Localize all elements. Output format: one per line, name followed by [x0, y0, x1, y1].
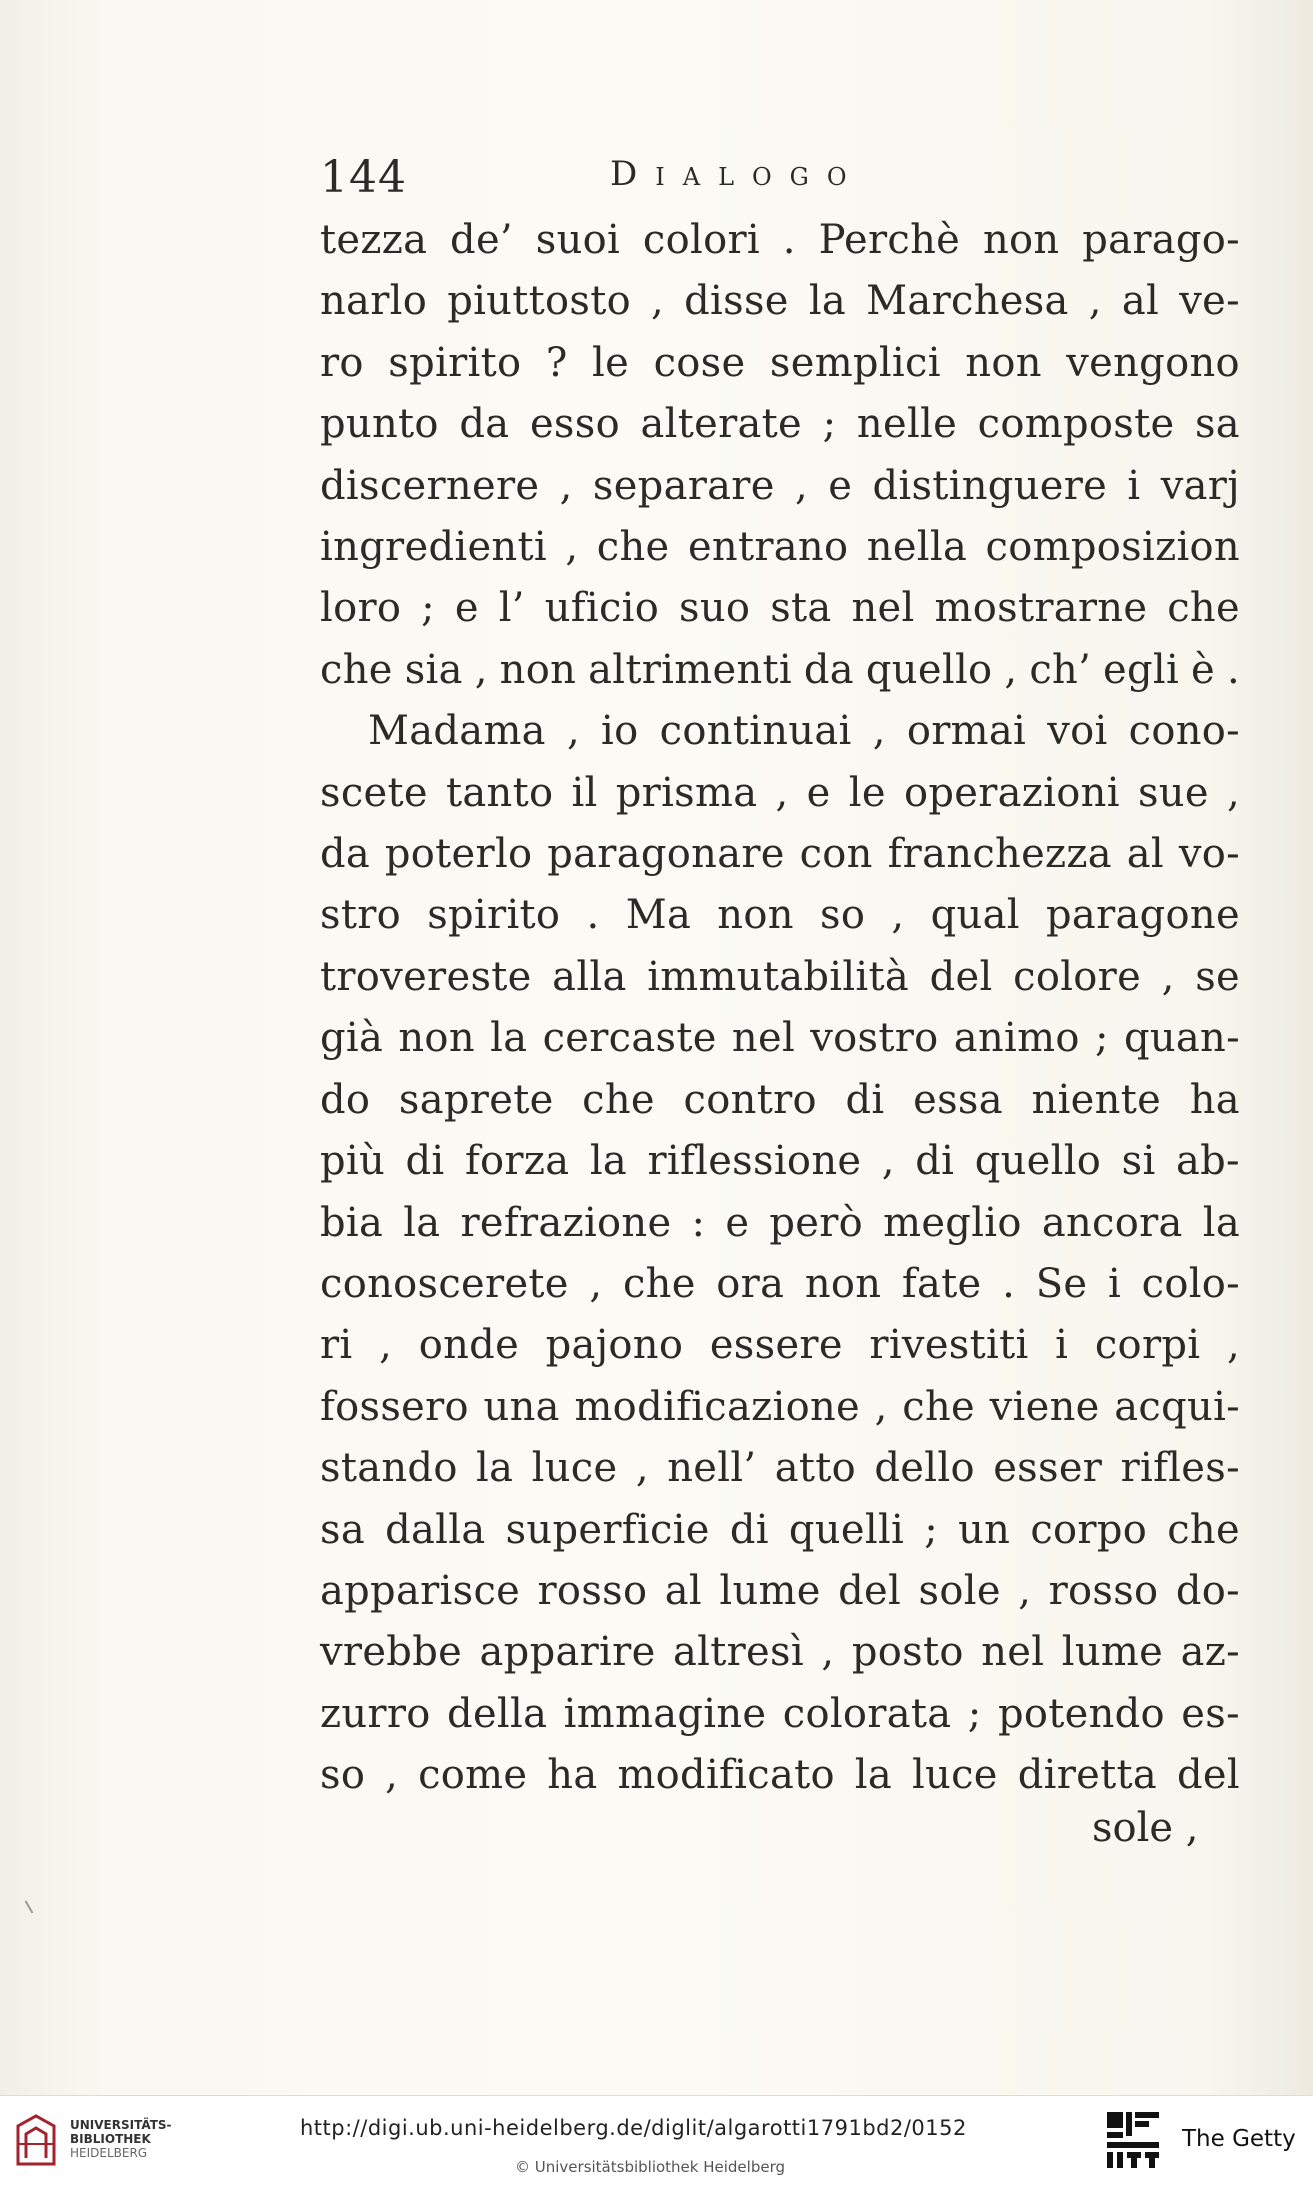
partner-name: The Getty: [1182, 2126, 1296, 2152]
institution-line-2: BIBLIOTHEK: [70, 2132, 151, 2146]
text-line: loro ; e l’ uficio suo sta nel mostrarne che: [320, 585, 1240, 632]
text-line: più di forza la riflessione , di quello si ab-: [320, 1138, 1240, 1185]
institution-line-3: HEIDELBERG: [70, 2146, 148, 2160]
text-line: discernere , separare , e distinguere i varj: [320, 462, 1240, 509]
text-line: ro spirito ? le cose semplici non vengono: [320, 339, 1240, 386]
text-line: ingredienti , che entrano nella composizion: [320, 524, 1240, 571]
text-line: bia la refrazione : e però meglio ancora la: [320, 1199, 1240, 1246]
getty-logo-icon: [1105, 2110, 1163, 2170]
body-text: [320, 210, 1240, 1807]
text-line: conoscerete , che ora non fate . Se i colo-: [320, 1260, 1240, 1307]
text-line: do saprete che contro di essa niente ha: [320, 1076, 1240, 1123]
text-line: apparisce rosso al lume del sole , rosso do-: [320, 1567, 1240, 1614]
running-title: Dialogo: [610, 154, 865, 194]
university-library-name: [70, 2118, 172, 2160]
catchword: sole ,: [1092, 1805, 1199, 1851]
copyright-notice: © Universitätsbibliothek Heidelberg: [515, 2158, 786, 2176]
text-line: fossero una modificazione , che viene acqui-: [320, 1383, 1240, 1430]
text-line: so , come ha modificato la luce diretta del: [320, 1752, 1240, 1799]
institution-line-1: UNIVERSITÄTS-: [70, 2118, 172, 2132]
text-line: vrebbe apparire altresì , posto nel lume az-: [320, 1629, 1240, 1676]
text-line: stro spirito . Ma non so , qual paragone: [320, 892, 1240, 939]
text-line: zurro della immagine colorata ; potendo es-: [320, 1690, 1240, 1737]
text-line: trovereste alla immutabilità del colore , se: [320, 953, 1240, 1000]
text-line: punto da esso alterate ; nelle composte sa: [320, 401, 1240, 448]
text-line: ri , onde pajono essere rivestiti i corpi ,: [320, 1322, 1240, 1369]
text-line: da poterlo paragonare con franchezza al vo-: [320, 831, 1240, 878]
university-library-logo-icon: [14, 2114, 58, 2166]
text-line: già non la cercaste nel vostro animo ; quan-: [320, 1015, 1240, 1062]
paper-speck: [25, 1900, 34, 1913]
footer-bar: [0, 2095, 1313, 2187]
text-line: scete tanto il prisma , e le operazioni sue ,: [320, 769, 1240, 816]
page-number: 144: [320, 152, 407, 203]
text-line: che sia , non altrimenti da quello , ch’ egli è .: [320, 646, 1240, 693]
text-line: stando la luce , nell’ atto dello esser rifles-: [320, 1445, 1240, 1492]
permalink-url[interactable]: http://digi.ub.uni-heidelberg.de/diglit/algarotti1791bd2/0152: [300, 2116, 967, 2140]
paragraph-start-line: Madama , io continuai , ormai voi cono-: [368, 708, 1240, 755]
page-header: [320, 152, 1240, 212]
text-line: narlo piuttosto , disse la Marchesa , al ve-: [320, 278, 1240, 325]
text-line: sa dalla superficie di quelli ; un corpo che: [320, 1506, 1240, 1553]
text-line: tezza de’ suoi colori . Perchè non parago-: [320, 217, 1240, 263]
